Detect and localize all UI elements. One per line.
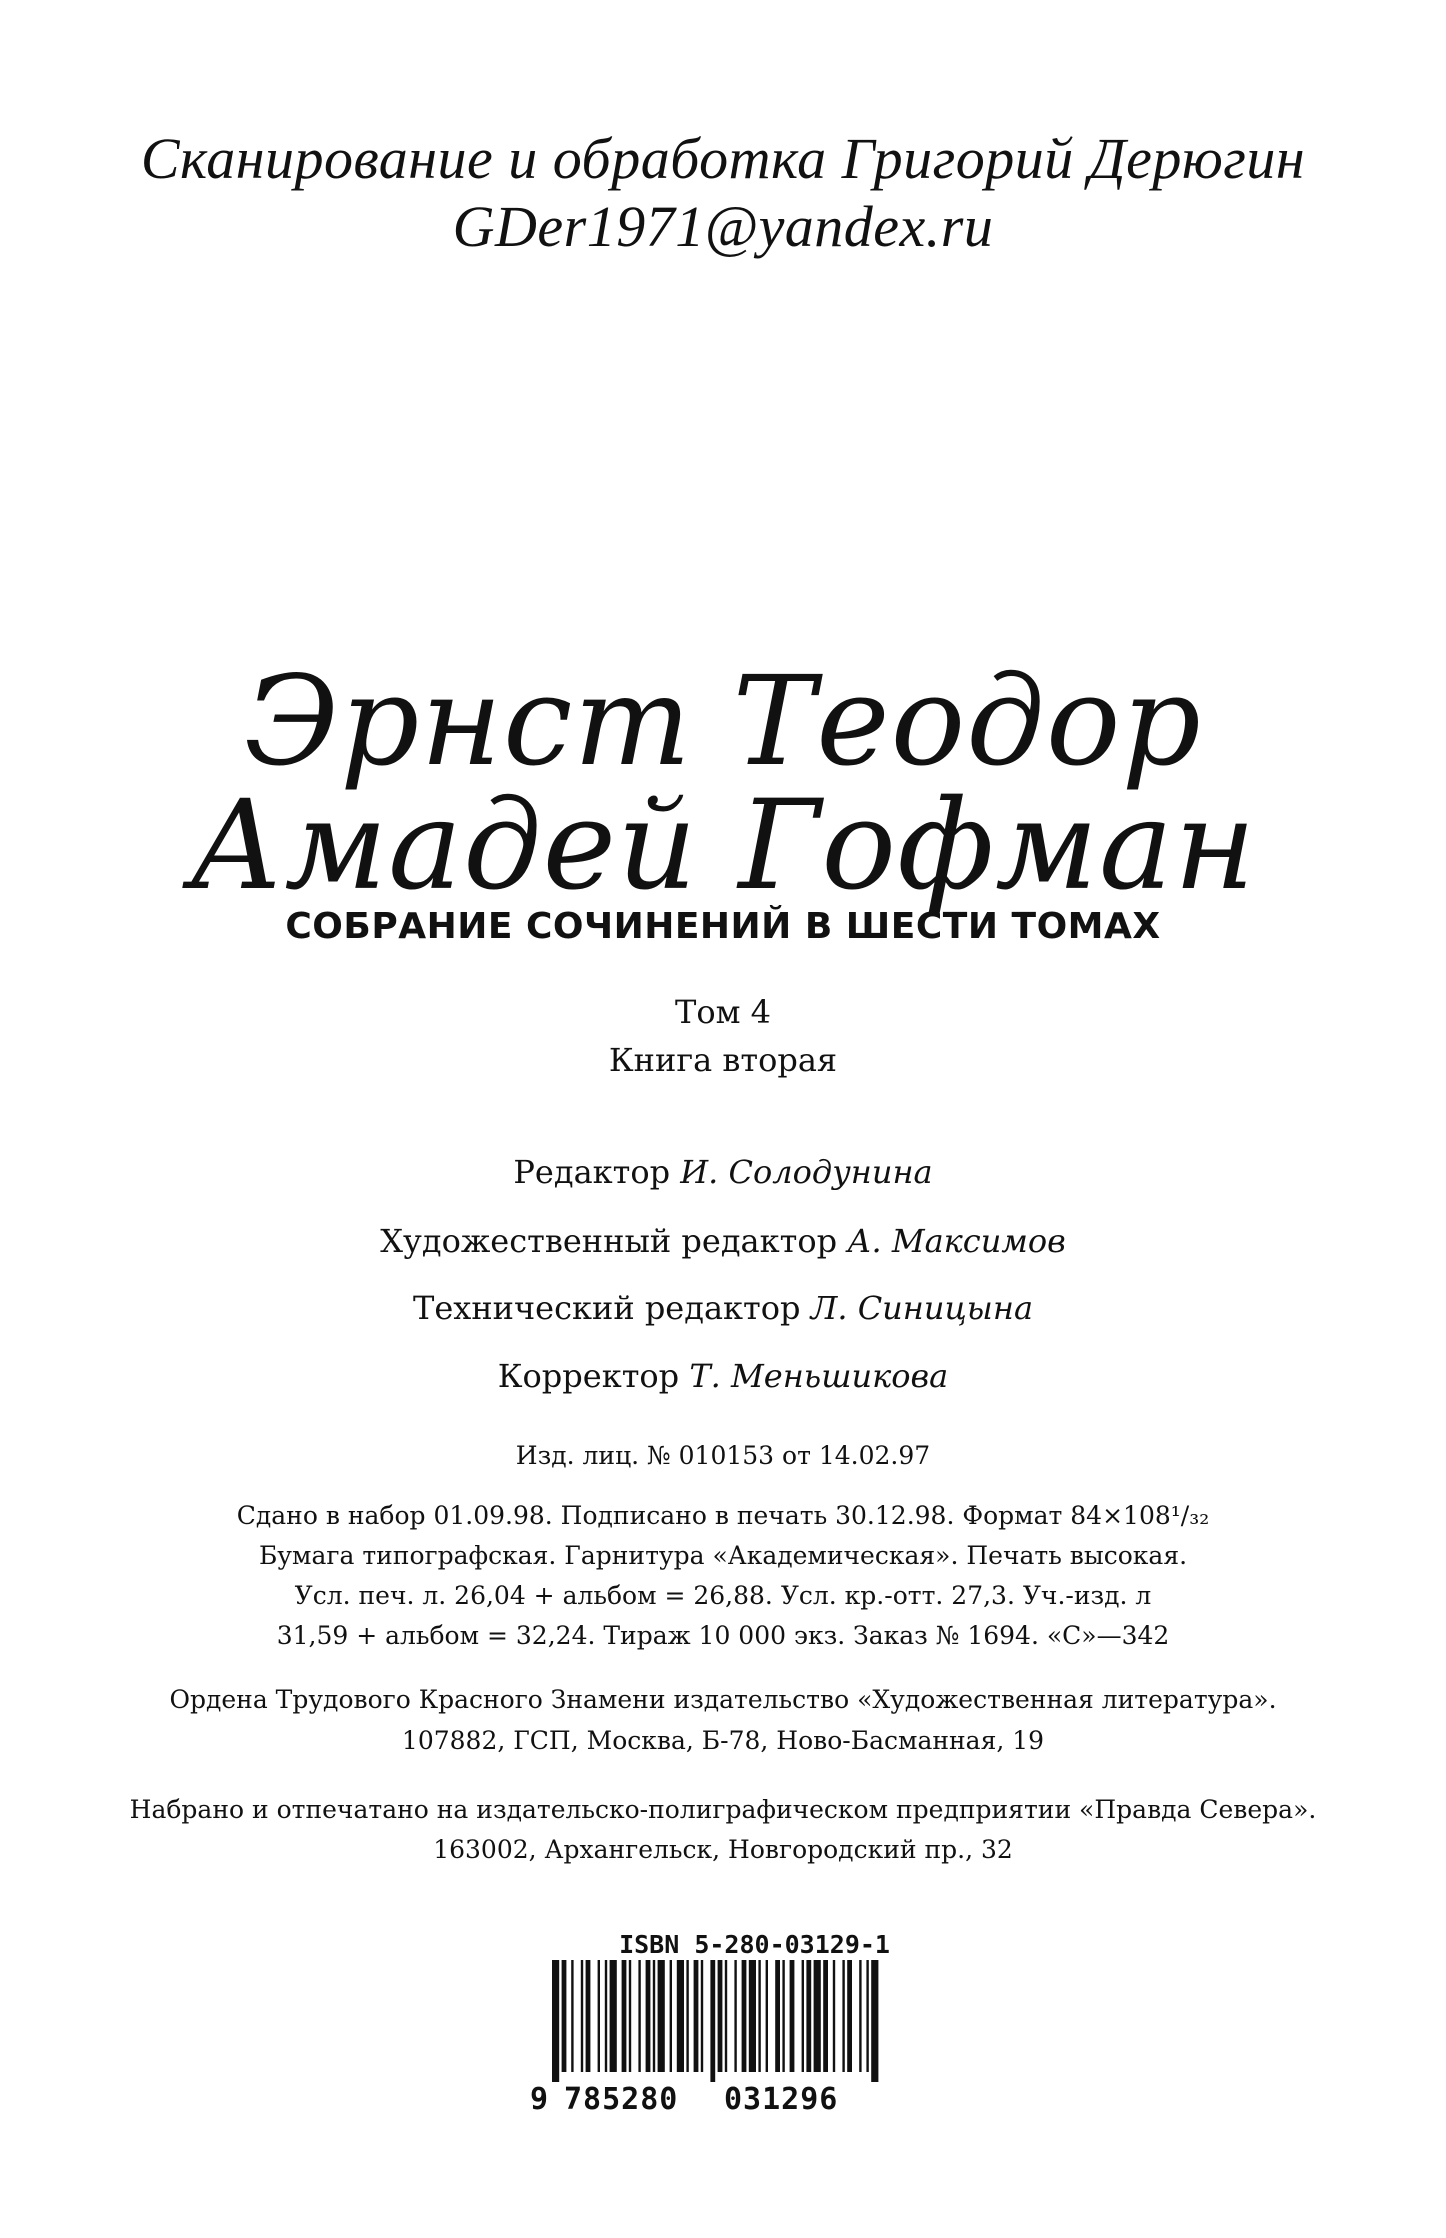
barcode-bar <box>833 1960 835 2072</box>
isbn-label: ISBN 5-280-03129-1 <box>619 1930 890 1959</box>
barcode-bar <box>622 1960 627 2072</box>
credit-role: Редактор <box>513 1153 671 1191</box>
barcode-bar <box>710 1960 715 2082</box>
barcode-bar <box>653 1960 655 2072</box>
barcode-bar <box>859 1960 861 2072</box>
credit-proofreader <box>0 1357 1446 1395</box>
printer-address: 163002, Архангельск, Новгородский пр., 32 <box>433 1835 1013 1864</box>
barcode-bar <box>646 1960 651 2072</box>
barcode-bar <box>701 1960 703 2072</box>
isbn-barcode-block <box>530 1930 890 2140</box>
barcode-bar <box>802 1960 804 2072</box>
barcode-bar <box>694 1960 699 2072</box>
barcode-bar <box>586 1960 591 2072</box>
barcode-bar <box>571 1960 573 2072</box>
book-number: Книга вторая <box>608 1041 838 1079</box>
credit-person: Т. Меньшикова <box>689 1357 949 1395</box>
barcode-bar <box>758 1960 760 2072</box>
barcode-bar <box>871 1960 878 2082</box>
credit-role: Художественный редактор <box>380 1222 838 1260</box>
barcode-digits-right: 031296 <box>724 2082 839 2117</box>
printer-line: Набрано и отпечатано на издательско-полиграфическом предприятии «Правда Севера». <box>129 1795 1317 1824</box>
publishing-license: Изд. лиц. № 010153 от 14.02.97 <box>515 1441 931 1470</box>
barcode-bar <box>677 1960 684 2072</box>
author-name: Эрнст Теодор Амадей Гофман <box>189 650 1257 918</box>
print-detail-line: Сдано в набор 01.09.98. Подписано в печать 30.12.98. Формат 84×108¹/₃₂ <box>236 1501 1210 1530</box>
scan-credit-email: GDer1971@yandex.ru <box>452 194 994 259</box>
barcode-bar <box>742 1960 747 2072</box>
barcode-bar <box>766 1960 768 2072</box>
print-detail-line: Усл. печ. л. 26,04 + альбом = 26,88. Усл. кр.-отт. 27,3. Уч.-изд. л <box>294 1581 1152 1610</box>
credit-role: Корректор <box>497 1357 680 1395</box>
barcode-digits-left: 785280 <box>564 2082 679 2117</box>
barcode-bar <box>734 1960 736 2072</box>
barcode-bar <box>552 1960 559 2082</box>
volume-number: Том 4 <box>674 993 772 1031</box>
credit-editor <box>0 1153 1446 1191</box>
barcode-image <box>530 1960 890 2082</box>
barcode-bar <box>605 1960 607 2072</box>
barcode-bar <box>725 1960 727 2072</box>
barcode-bar <box>814 1960 821 2072</box>
barcode-bar <box>847 1960 852 2072</box>
barcode-bar <box>782 1960 784 2072</box>
barcode-bar <box>775 1960 780 2072</box>
credit-art-editor <box>0 1222 1446 1260</box>
barcode-bar <box>718 1960 723 2072</box>
publisher-address: 107882, ГСП, Москва, Б-78, Ново-Басманная, 19 <box>401 1726 1045 1755</box>
barcode-bar <box>610 1960 617 2072</box>
barcode-bar <box>670 1960 672 2072</box>
barcode-bar <box>598 1960 600 2072</box>
credit-person: И. Солодунина <box>680 1153 933 1191</box>
print-detail-line: 31,59 + альбом = 32,24. Тираж 10 000 экз. Заказ № 1694. «С»—342 <box>276 1621 1170 1650</box>
credit-person: А. Максимов <box>847 1222 1066 1260</box>
barcode-bar <box>790 1960 795 2072</box>
barcode-bar <box>562 1960 567 2072</box>
barcode-bar <box>806 1960 811 2072</box>
barcode-digit-first: 9 <box>530 2082 549 2117</box>
credit-role: Технический редактор <box>412 1289 801 1327</box>
barcode-bar <box>823 1960 828 2072</box>
barcode-bar <box>629 1960 631 2072</box>
barcode-bar <box>842 1960 844 2072</box>
print-detail-line: Бумага типографская. Гарнитура «Академическая». Печать высокая. <box>258 1541 1188 1570</box>
barcode-bar <box>749 1960 756 2072</box>
publisher-line: Ордена Трудового Красного Знамени издательство «Художественная литература». <box>169 1685 1277 1714</box>
scan-credit-line: Сканирование и обработка Григорий Дерюгин <box>140 126 1306 191</box>
barcode-bar <box>581 1960 583 2072</box>
barcode-bar <box>866 1960 868 2072</box>
collection-title: СОБРАНИЕ СОЧИНЕНИЙ В ШЕСТИ ТОМАХ <box>285 906 1161 947</box>
barcode-bar <box>686 1960 688 2072</box>
barcode-bar <box>638 1960 640 2072</box>
credit-technical-editor <box>0 1289 1446 1327</box>
credit-person: Л. Синицына <box>810 1289 1034 1327</box>
barcode-bar <box>658 1960 665 2072</box>
